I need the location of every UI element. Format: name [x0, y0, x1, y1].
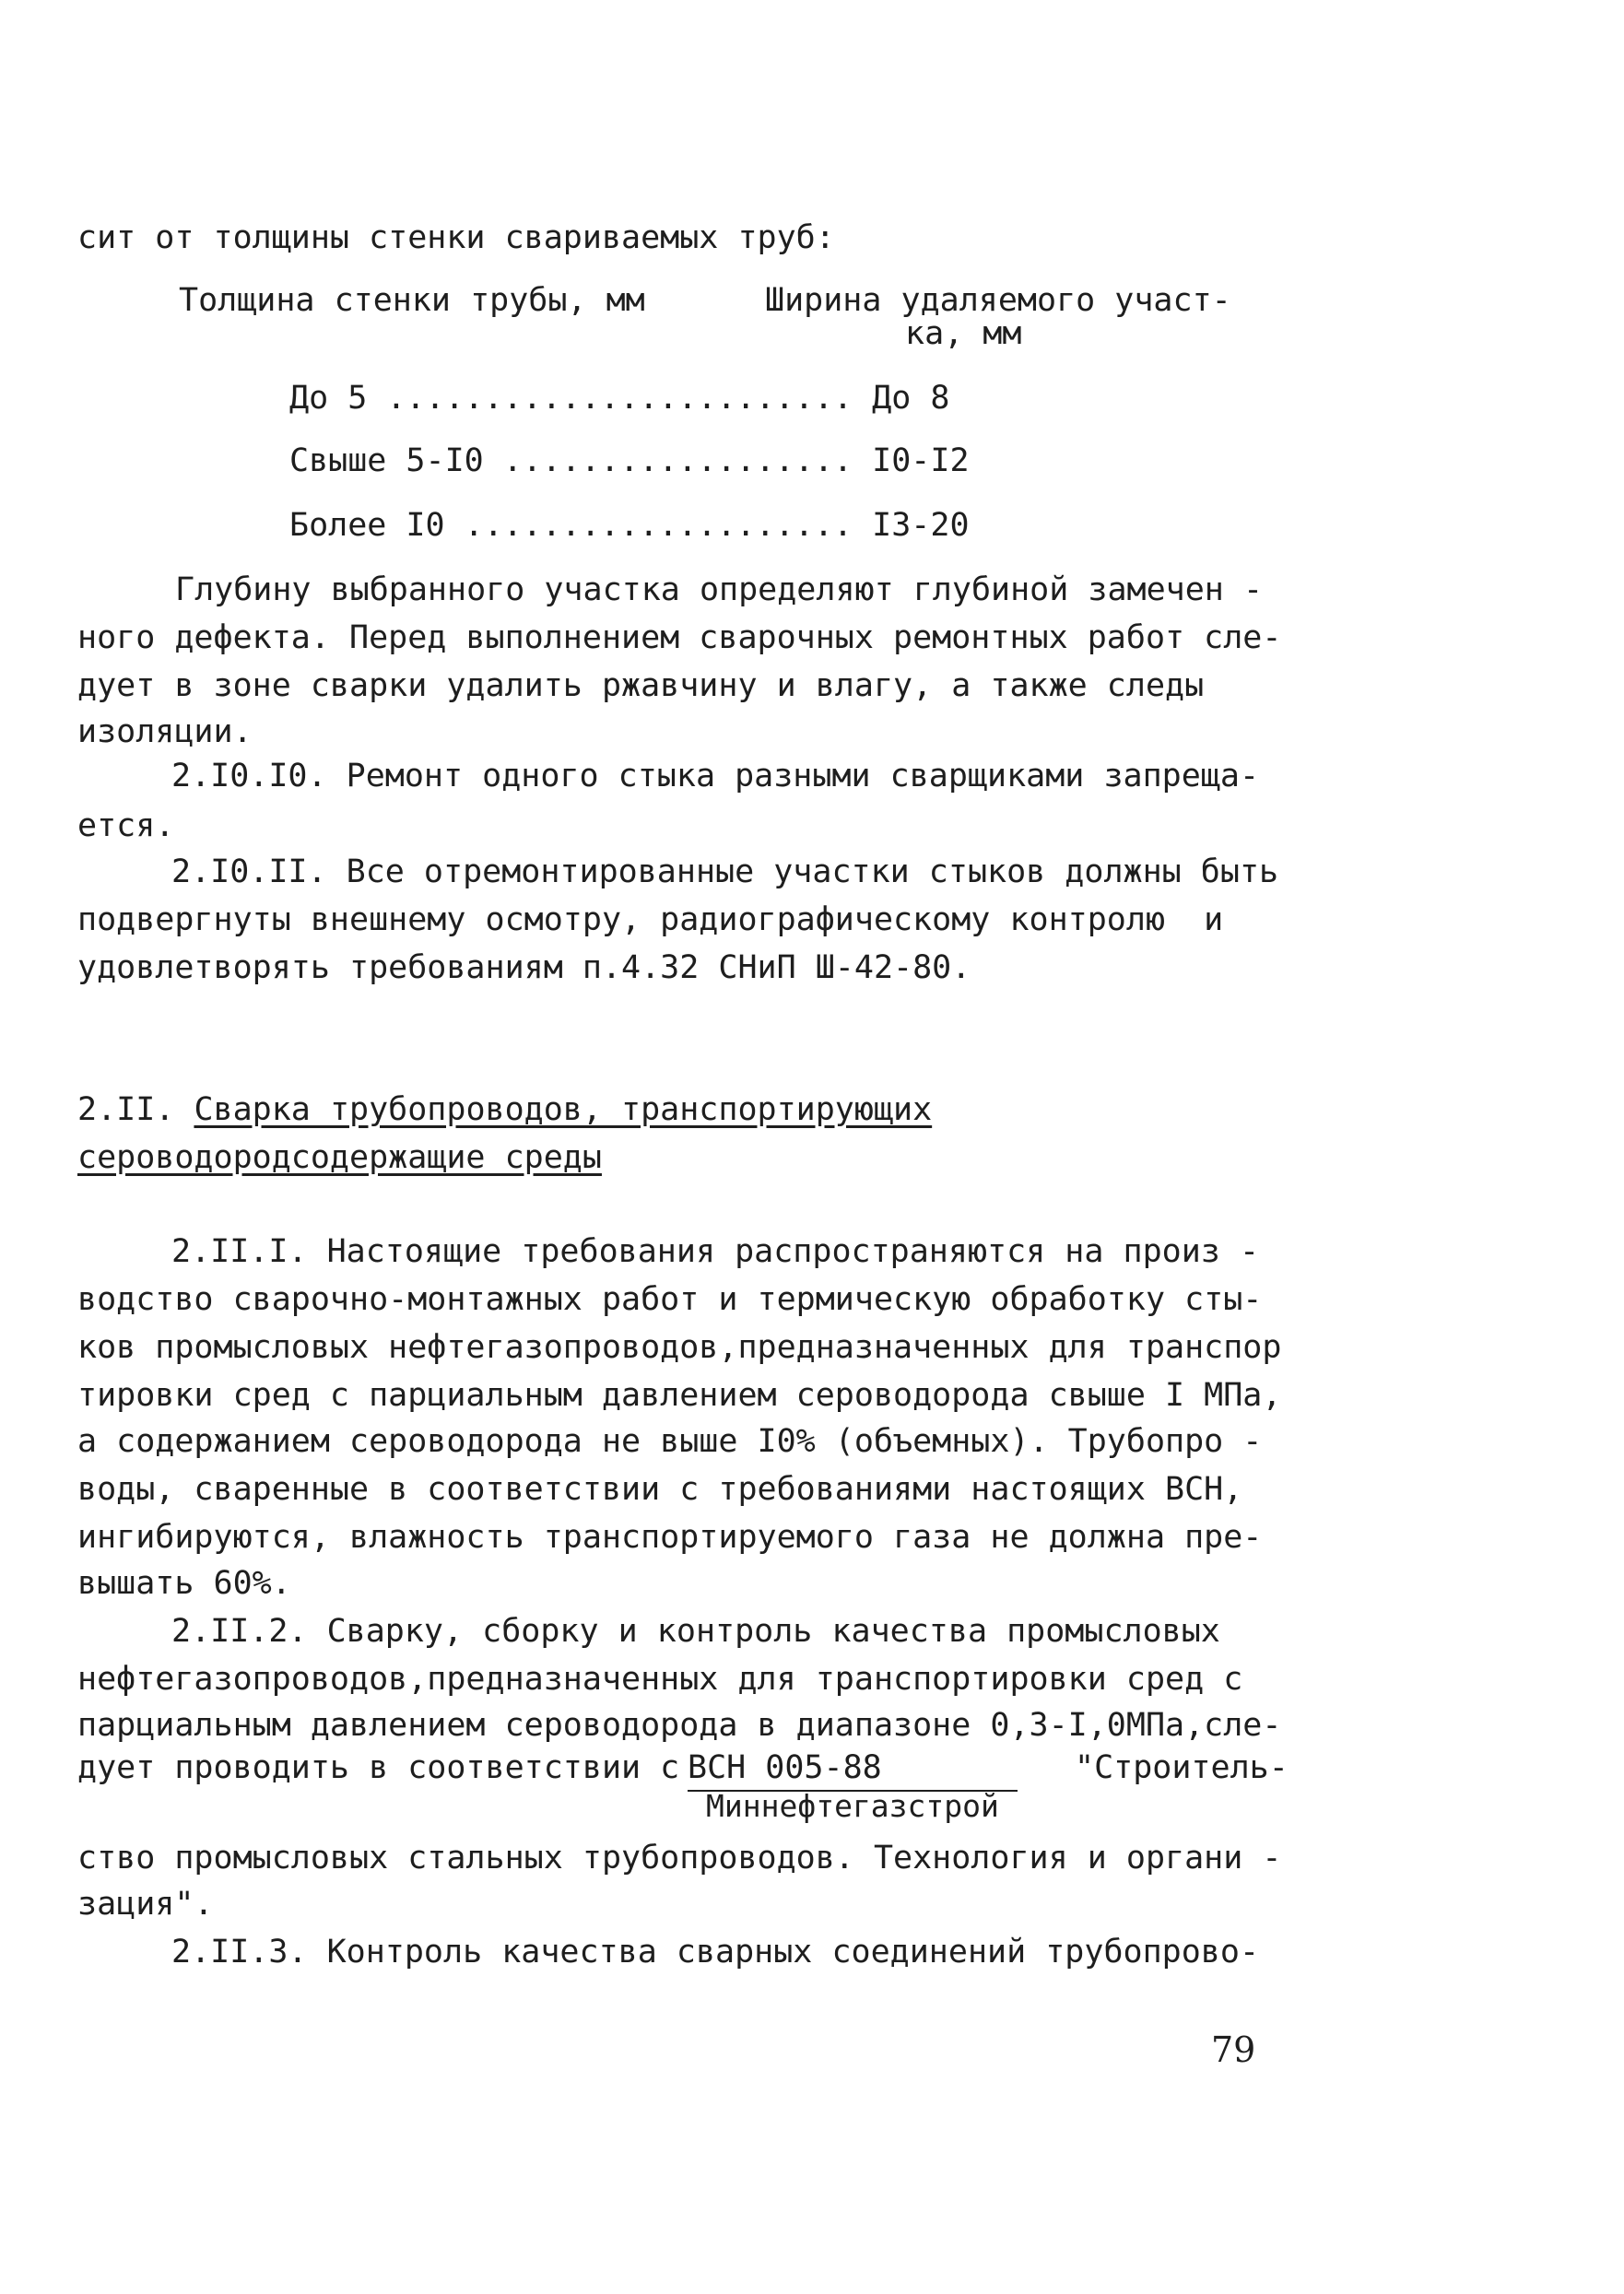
text-line: воды, сваренные в соответствии с требованиями настоящих ВСН,	[77, 1471, 1243, 1508]
text-line: сит от толщины стенки свариваемых труб:	[77, 219, 835, 256]
section-title-cont: сероводородсодержащие среды	[77, 1139, 602, 1176]
table-row: До 5 ........................ До 8	[289, 380, 950, 417]
text-line: 2.II.3. Контроль качества сварных соединений трубопрово-	[171, 1934, 1260, 1970]
text-line: ков промысловых нефтегазопроводов,предназначенных для транспор	[77, 1329, 1282, 1366]
document-code: ВСН 005-88	[688, 1747, 1018, 1792]
text-line: ство промысловых стальных трубопроводов. Технология и органи -	[77, 1840, 1282, 1876]
table-row: Свыше 5-I0 .................. I0-I2	[289, 442, 970, 479]
ministry-name: Миннефтегазстрой	[706, 1788, 999, 1824]
table-row: Более I0 .................... I3-20	[289, 507, 970, 544]
text-line: ного дефекта. Перед выполнением сварочных ремонтных работ сле-	[77, 619, 1282, 656]
section-number: 2.II.	[77, 1091, 194, 1128]
text-line: подвергнуты внешнему осмотру, радиографическому контролю и	[77, 901, 1224, 938]
text-line: зация".	[77, 1886, 214, 1923]
table-header-width: Ширина удаляемого участ-	[765, 282, 1231, 319]
text-line: "Строитель-	[1075, 1749, 1289, 1786]
section-title: Сварка трубопроводов, транспортирующих	[194, 1091, 933, 1128]
text-line: дует проводить в соответствии с	[77, 1749, 700, 1786]
text-line: дует в зоне сварки удалить ржавчину и влагу, а также следы	[77, 667, 1205, 704]
page-number: 79	[1211, 2029, 1256, 2070]
text-line: тировки сред с парциальным давлением сероводорода свыше I МПа,	[77, 1377, 1282, 1414]
text-line: ингибируются, влажность транспортируемого газа не должна пре-	[77, 1519, 1263, 1556]
table-header-width-cont: ка, мм	[905, 315, 1022, 352]
text-line: вышать 60%.	[77, 1565, 291, 1602]
text-line: парциальным давлением сероводорода в диапазоне 0,3-I,0МПа,сле-	[77, 1707, 1282, 1744]
text-line: а содержанием сероводорода не выше I0% (объемных). Трубопро -	[77, 1423, 1263, 1460]
text-line: нефтегазопроводов,предназначенных для транспортировки сред с	[77, 1661, 1243, 1698]
text-line: 2.II.I. Настоящие требования распространяются на произ -	[171, 1233, 1260, 1270]
text-line: 2.I0.I0. Ремонт одного стыка разными сварщиками запреща-	[171, 758, 1260, 794]
text-line: водство сварочно-монтажных работ и термическую обработку сты-	[77, 1281, 1263, 1318]
text-line: Глубину выбранного участка определяют глубиной замечен -	[175, 571, 1264, 608]
table-header-thickness: Толщина стенки трубы, мм	[179, 282, 645, 319]
section-heading	[77, 1088, 932, 1132]
text-line: 2.II.2. Сварку, сборку и контроль качества промысловых	[171, 1613, 1220, 1650]
text-line: 2.I0.II. Все отремонтированные участки стыков должны быть	[171, 853, 1279, 890]
text-line: удовлетворять требованиям п.4.32 СНиП Ш-42-80.	[77, 949, 971, 986]
text-line: ется.	[77, 807, 175, 844]
text-line: изоляции.	[77, 713, 253, 750]
